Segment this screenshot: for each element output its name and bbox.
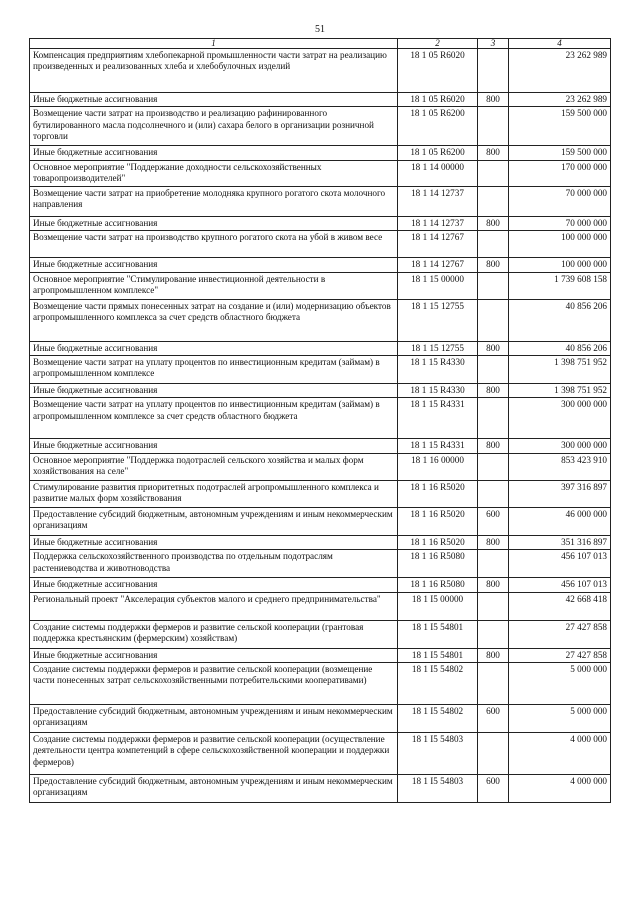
table-row [30, 272, 611, 299]
table-row [30, 49, 611, 93]
table-row [30, 550, 611, 578]
cell-code: 18 1 14 12767 [398, 258, 478, 272]
table-body [30, 49, 611, 803]
table-row [30, 578, 611, 592]
cell-name: Возмещение части прямых понесенных затрат на создание и (или) модернизацию объектов агропромышленного комплекса за счет средств областного бюджета [30, 299, 398, 341]
cell-code: 18 1 05 R6020 [398, 49, 478, 93]
table-row [30, 592, 611, 620]
cell-sum: 300 000 000 [509, 439, 611, 453]
table-row [30, 107, 611, 146]
cell-name: Возмещение части затрат на уплату процентов по инвестиционным кредитам (займам) в агропромышленном комплексе за счет средств областного бюджета [30, 398, 398, 439]
column-number-row [30, 39, 611, 49]
cell-type [478, 663, 509, 705]
cell-sum: 40 856 206 [509, 341, 611, 355]
cell-code: 18 1 15 R4330 [398, 384, 478, 398]
table-row [30, 258, 611, 272]
cell-name: Основное мероприятие "Стимулирование инвестиционной деятельности в агропромышленном комплексе" [30, 272, 398, 299]
cell-name: Возмещение части затрат на производство крупного рогатого скота на убой в живом весе [30, 231, 398, 258]
table-row [30, 439, 611, 453]
cell-sum: 456 107 013 [509, 578, 611, 592]
cell-sum: 27 427 858 [509, 648, 611, 662]
cell-type [478, 186, 509, 216]
cell-sum: 159 500 000 [509, 146, 611, 160]
cell-sum: 42 668 418 [509, 592, 611, 620]
table-row [30, 733, 611, 775]
cell-type [478, 480, 509, 507]
cell-type [478, 49, 509, 93]
cell-name: Предоставление субсидий бюджетным, автономным учреждениям и иным некоммерческим организациям [30, 507, 398, 535]
cell-name: Иные бюджетные ассигнования [30, 146, 398, 160]
cell-type [478, 550, 509, 578]
table-row [30, 93, 611, 107]
table-row [30, 356, 611, 384]
cell-code: 18 1 16 R5080 [398, 550, 478, 578]
table-row [30, 453, 611, 480]
cell-name: Поддержка сельскохозяйственного производства по отдельным подотраслям растениеводства и животноводства [30, 550, 398, 578]
cell-type [478, 733, 509, 775]
table-row [30, 663, 611, 705]
cell-name: Иные бюджетные ассигнования [30, 648, 398, 662]
table-row [30, 186, 611, 216]
cell-sum: 70 000 000 [509, 186, 611, 216]
cell-code: 18 1 I5 54803 [398, 775, 478, 803]
cell-sum: 23 262 989 [509, 49, 611, 93]
cell-type [478, 356, 509, 384]
cell-name: Региональный проект "Акселерация субъектов малого и среднего предпринимательства" [30, 592, 398, 620]
cell-code: 18 1 15 R4330 [398, 356, 478, 384]
table-row [30, 160, 611, 186]
cell-code: 18 1 I5 00000 [398, 592, 478, 620]
cell-sum: 100 000 000 [509, 231, 611, 258]
cell-code: 18 1 I5 54802 [398, 663, 478, 705]
cell-type: 800 [478, 648, 509, 662]
cell-type [478, 231, 509, 258]
cell-sum: 456 107 013 [509, 550, 611, 578]
cell-code: 18 1 15 R4331 [398, 439, 478, 453]
table-row [30, 341, 611, 355]
cell-name: Основное мероприятие "Поддержка подотраслей сельского хозяйства и малых форм хозяйствования на селе" [30, 453, 398, 480]
cell-sum: 23 262 989 [509, 93, 611, 107]
cell-name: Основное мероприятие "Поддержание доходности сельскохозяйственных товаропроизводителей" [30, 160, 398, 186]
cell-sum: 5 000 000 [509, 705, 611, 733]
cell-name: Иные бюджетные ассигнования [30, 216, 398, 230]
cell-name: Иные бюджетные ассигнования [30, 535, 398, 549]
table-row [30, 384, 611, 398]
cell-name: Создание системы поддержки фермеров и развитие сельской кооперации (осуществление деятельности центра компетенций в сфере сельскохозяйственной кооперации и поддержки фермеров) [30, 733, 398, 775]
table-row [30, 507, 611, 535]
table-row [30, 705, 611, 733]
cell-code: 18 1 05 R6020 [398, 93, 478, 107]
cell-code: 18 1 15 R4331 [398, 398, 478, 439]
cell-type [478, 272, 509, 299]
table-header [30, 39, 611, 49]
cell-code: 18 1 05 R6200 [398, 107, 478, 146]
cell-code: 18 1 16 00000 [398, 453, 478, 480]
cell-type [478, 160, 509, 186]
cell-code: 18 1 15 12755 [398, 299, 478, 341]
cell-name: Иные бюджетные ассигнования [30, 384, 398, 398]
table-row [30, 648, 611, 662]
table-row [30, 216, 611, 230]
cell-type: 800 [478, 439, 509, 453]
cell-type: 600 [478, 775, 509, 803]
table-row [30, 775, 611, 803]
cell-type: 800 [478, 535, 509, 549]
column-number-2: 2 [398, 39, 478, 49]
cell-type [478, 398, 509, 439]
cell-sum: 351 316 897 [509, 535, 611, 549]
cell-code: 18 1 I5 54802 [398, 705, 478, 733]
cell-code: 18 1 14 12737 [398, 186, 478, 216]
cell-type: 800 [478, 341, 509, 355]
cell-code: 18 1 15 12755 [398, 341, 478, 355]
cell-sum: 5 000 000 [509, 663, 611, 705]
cell-code: 18 1 15 00000 [398, 272, 478, 299]
cell-sum: 27 427 858 [509, 620, 611, 648]
column-number-1: 1 [30, 39, 398, 49]
cell-type [478, 107, 509, 146]
table-row [30, 620, 611, 648]
cell-sum: 397 316 897 [509, 480, 611, 507]
cell-code: 18 1 14 00000 [398, 160, 478, 186]
cell-name: Возмещение части затрат на производство и реализацию рафинированного бутилированного масла подсолнечного и (или) сахара белого в организации розничной торговли [30, 107, 398, 146]
cell-code: 18 1 I5 54801 [398, 648, 478, 662]
cell-code: 18 1 I5 54803 [398, 733, 478, 775]
cell-sum: 1 398 751 952 [509, 384, 611, 398]
cell-sum: 40 856 206 [509, 299, 611, 341]
table-row [30, 398, 611, 439]
table-row [30, 231, 611, 258]
cell-type [478, 592, 509, 620]
column-number-3: 3 [478, 39, 509, 49]
page-number: 51 [315, 24, 325, 35]
cell-type: 800 [478, 146, 509, 160]
cell-sum: 70 000 000 [509, 216, 611, 230]
table-row [30, 480, 611, 507]
cell-code: 18 1 16 R5020 [398, 507, 478, 535]
cell-sum: 300 000 000 [509, 398, 611, 439]
cell-name: Компенсация предприятиям хлебопекарной промышленности части затрат на реализацию произведенных и реализованных хлеба и хлебобулочных изделий [30, 49, 398, 93]
cell-type: 800 [478, 93, 509, 107]
table-row [30, 146, 611, 160]
cell-type: 800 [478, 216, 509, 230]
cell-sum: 853 423 910 [509, 453, 611, 480]
cell-code: 18 1 14 12767 [398, 231, 478, 258]
cell-name: Возмещение части затрат на приобретение молодняка крупного рогатого скота молочного направления [30, 186, 398, 216]
cell-name: Иные бюджетные ассигнования [30, 439, 398, 453]
cell-name: Предоставление субсидий бюджетным, автономным учреждениям и иным некоммерческим организациям [30, 775, 398, 803]
cell-name: Иные бюджетные ассигнования [30, 93, 398, 107]
cell-sum: 4 000 000 [509, 775, 611, 803]
cell-type: 800 [478, 258, 509, 272]
cell-type: 600 [478, 507, 509, 535]
cell-sum: 1 739 608 158 [509, 272, 611, 299]
cell-name: Возмещение части затрат на уплату процентов по инвестиционным кредитам (займам) в агропромышленном комплексе [30, 356, 398, 384]
cell-sum: 170 000 000 [509, 160, 611, 186]
cell-name: Создание системы поддержки фермеров и развитие сельской кооперации (грантовая поддержка крестьянским (фермерским) хозяйствам) [30, 620, 398, 648]
cell-type: 600 [478, 705, 509, 733]
cell-code: 18 1 16 R5080 [398, 578, 478, 592]
cell-type: 800 [478, 384, 509, 398]
cell-name: Стимулирование развития приоритетных подотраслей агропромышленного комплекса и развитие малых форм хозяйствования [30, 480, 398, 507]
cell-name: Создание системы поддержки фермеров и развитие сельской кооперации (возмещение части понесенных затрат сельскохозяйственными потребительскими кооперативами) [30, 663, 398, 705]
cell-code: 18 1 05 R6200 [398, 146, 478, 160]
column-number-4: 4 [509, 39, 611, 49]
cell-type: 800 [478, 578, 509, 592]
table-row [30, 535, 611, 549]
cell-type [478, 453, 509, 480]
cell-code: 18 1 16 R5020 [398, 480, 478, 507]
cell-name: Иные бюджетные ассигнования [30, 258, 398, 272]
budget-table [29, 38, 611, 803]
cell-code: 18 1 I5 54801 [398, 620, 478, 648]
cell-code: 18 1 14 12737 [398, 216, 478, 230]
cell-sum: 46 000 000 [509, 507, 611, 535]
cell-name: Предоставление субсидий бюджетным, автономным учреждениям и иным некоммерческим организациям [30, 705, 398, 733]
cell-name: Иные бюджетные ассигнования [30, 578, 398, 592]
cell-sum: 100 000 000 [509, 258, 611, 272]
cell-sum: 4 000 000 [509, 733, 611, 775]
cell-type [478, 620, 509, 648]
table-row [30, 299, 611, 341]
cell-code: 18 1 16 R5020 [398, 535, 478, 549]
cell-sum: 1 398 751 952 [509, 356, 611, 384]
cell-name: Иные бюджетные ассигнования [30, 341, 398, 355]
cell-sum: 159 500 000 [509, 107, 611, 146]
cell-type [478, 299, 509, 341]
